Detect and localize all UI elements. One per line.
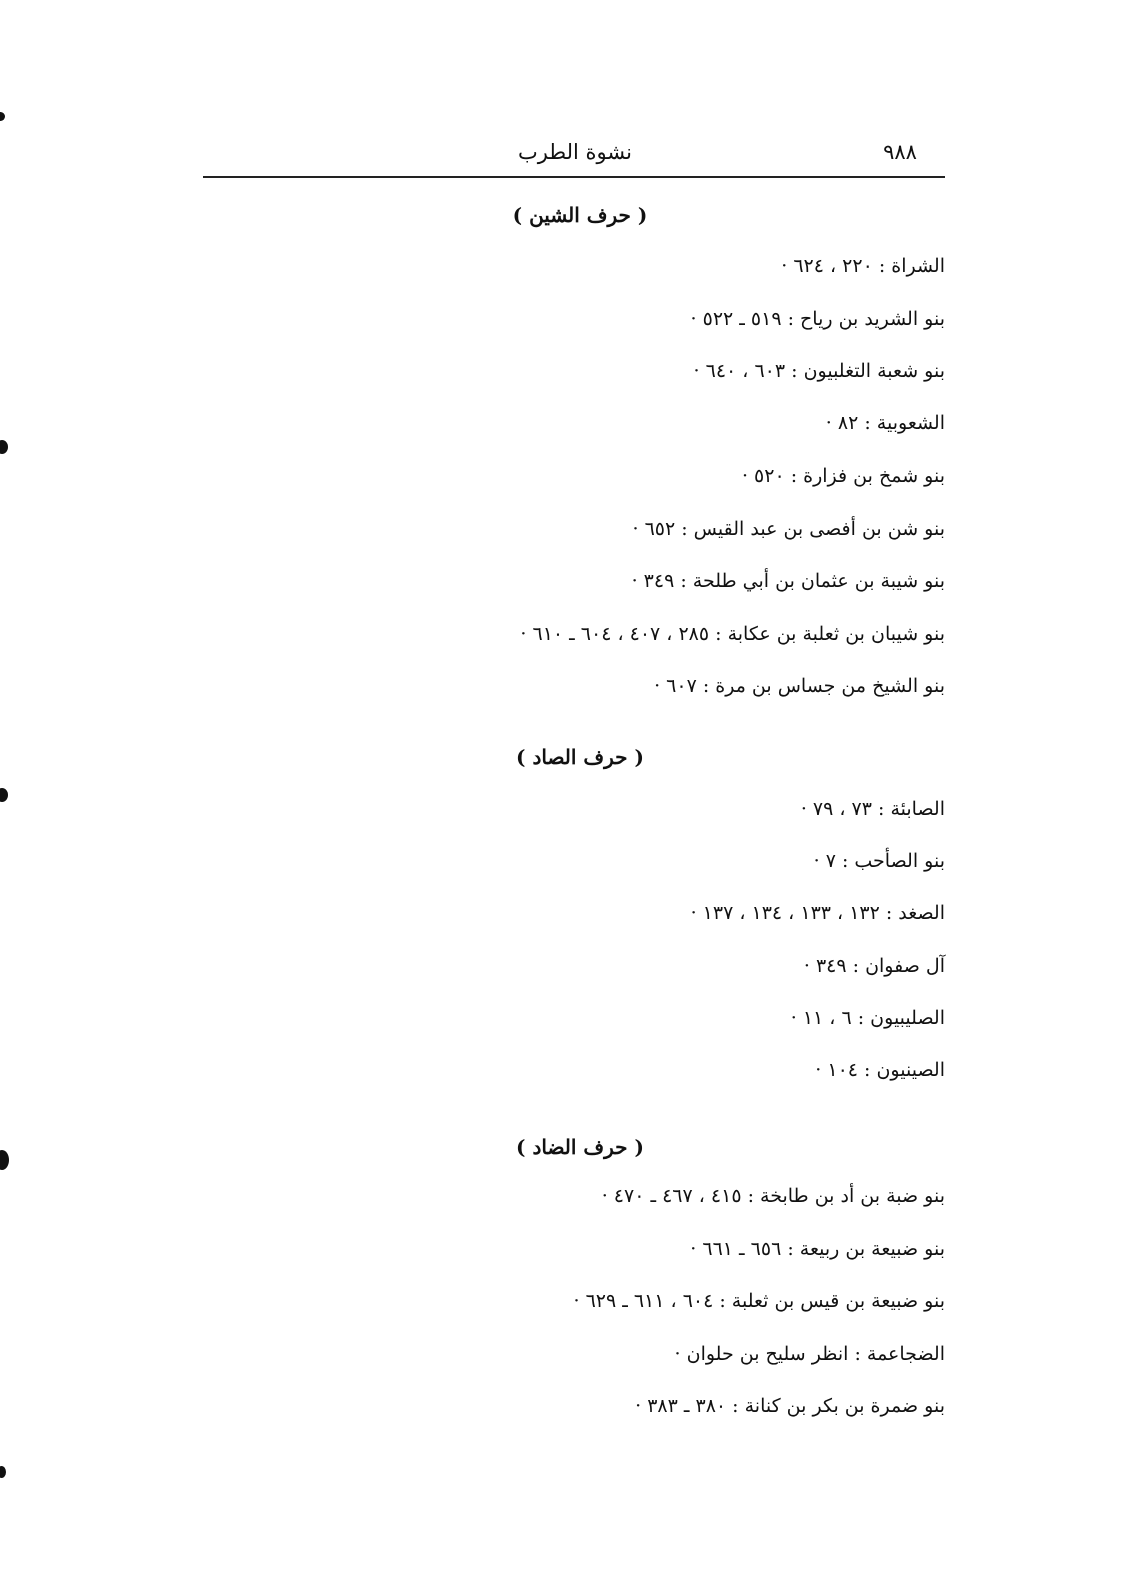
index-entry: الصليبيون : ٦ ، ١١ ·: [790, 1007, 945, 1029]
index-entry: بنو ضبة بن أد بن طابخة : ٤١٥ ، ٤٦٧ ـ ٤٧٠ ·: [601, 1185, 945, 1207]
index-entry: آل صفوان : ٣٤٩ ·: [803, 955, 945, 977]
index-entry: بنو شمخ بن فزارة : ٥٢٠ ·: [741, 465, 945, 487]
index-entry: الشعوبية : ٨٢ ·: [825, 412, 945, 434]
scan-edge-mark: [0, 1466, 6, 1478]
index-entry: الصينيون : ١٠٤ ·: [815, 1059, 945, 1081]
running-header-title: نشوة الطرب: [518, 140, 632, 164]
section-heading-dad: ( حرف الضاد ): [516, 1135, 644, 1159]
index-entry: بنو شعبة التغلبيون : ٦٠٣ ، ٦٤٠ ·: [693, 360, 945, 382]
section-heading-sad: ( حرف الصاد ): [516, 745, 644, 769]
scan-edge-mark: [0, 1150, 9, 1170]
index-entry: بنو الشيخ من جساس بن مرة : ٦٠٧ ·: [654, 675, 945, 697]
index-entry: بنو شيبان بن ثعلبة بن عكابة : ٢٨٥ ، ٤٠٧ ، ٦٠٤ ـ ٦١٠ ·: [520, 623, 945, 645]
index-entry: بنو الصأحب : ٧ ·: [813, 850, 945, 872]
index-entry: الشراة : ٢٢٠ ، ٦٢٤ ·: [781, 255, 945, 277]
header-rule: [203, 176, 945, 178]
index-entry: بنو ضمرة بن بكر بن كنانة : ٣٨٠ ـ ٣٨٣ ·: [635, 1395, 945, 1417]
index-entry: الصابئة : ٧٣ ، ٧٩ ·: [800, 798, 945, 820]
index-entry: الضجاعمة : انظر سليح بن حلوان ·: [674, 1343, 945, 1365]
index-entry: الصغد : ١٣٢ ، ١٣٣ ، ١٣٤ ، ١٣٧ ·: [690, 902, 945, 924]
scan-edge-mark: [0, 112, 5, 121]
index-entry: بنو الشريد بن رياح : ٥١٩ ـ ٥٢٢ ·: [690, 308, 945, 330]
index-entry: بنو ضبيعة بن ربيعة : ٦٥٦ ـ ٦٦١ ·: [690, 1238, 945, 1260]
scan-edge-mark: [0, 440, 8, 454]
scan-edge-mark: [0, 788, 8, 802]
index-entry: بنو ضبيعة بن قيس بن ثعلبة : ٦٠٤ ، ٦١١ ـ ٦٢٩ ·: [573, 1290, 945, 1312]
index-entry: بنو شيبة بن عثمان بن أبي طلحة : ٣٤٩ ·: [631, 570, 945, 592]
page-number: ٩٨٨: [883, 140, 917, 164]
section-heading-sheen: ( حرف الشين ): [512, 203, 648, 227]
index-entry: بنو شن بن أفصى بن عبد القيس : ٦٥٢ ·: [632, 518, 945, 540]
